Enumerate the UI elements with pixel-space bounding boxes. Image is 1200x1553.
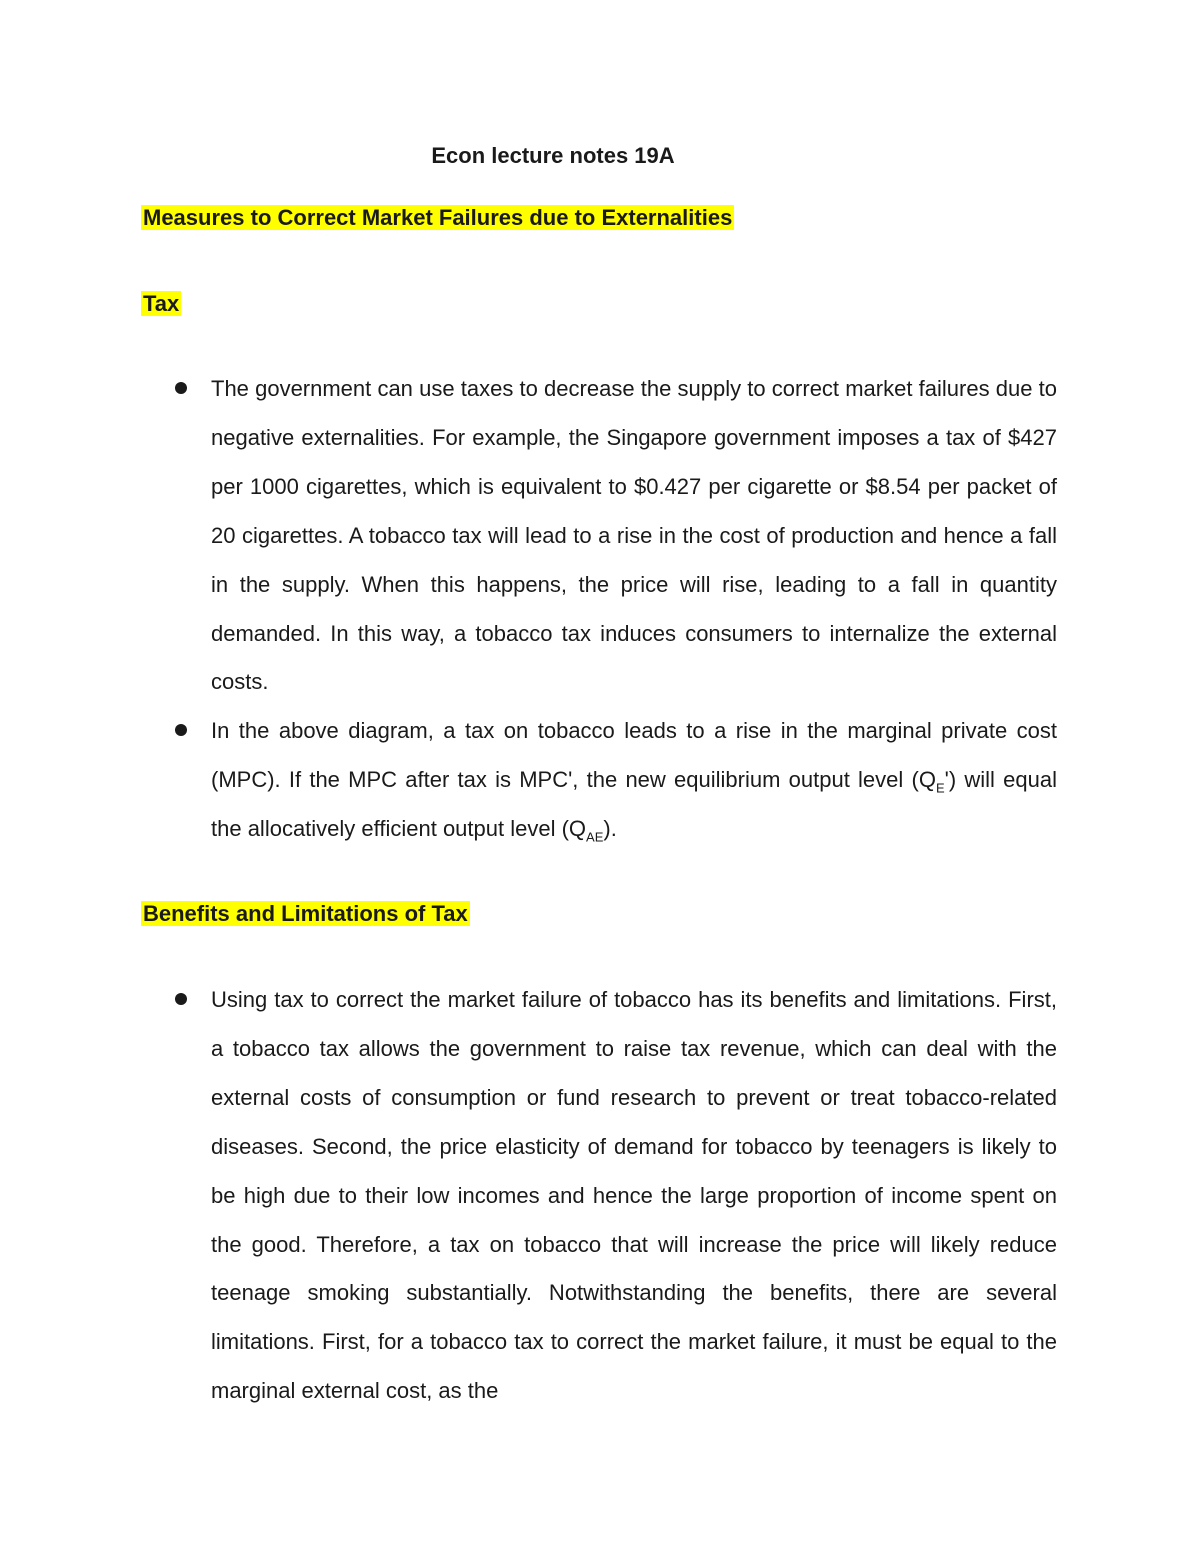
benefits-heading (141, 899, 470, 929)
list-item (211, 976, 1057, 1416)
benefits-bullet-1-text: Using tax to correct the market failure of tobacco has its benefits and limitations. First, a tobacco tax allows the government to raise tax revenue, which can deal with the external costs of consumption or fund research to prevent or treat tobacco-related diseases. Second, the price elasticity of demand for tobacco by teenagers is likely to be high due to their low incomes and hence the large proportion of income spent on the good. Therefore, a tax on tobacco that will increase the price will likely reduce teenage smoking substantially. Notwithstanding the benefits, there are several limitations. First, for a tobacco tax to correct the market failure, it must be equal to the marginal external cost, as the (211, 987, 1057, 1404)
benefits-bullet-list (211, 976, 1057, 1416)
subscript-ae: AE (586, 829, 604, 845)
bullet-icon (175, 724, 187, 736)
document-title: Econ lecture notes 19A (431, 143, 675, 168)
section-heading (141, 203, 734, 233)
tax-bullet-1-text: The government can use taxes to decrease the supply to correct market failures due to negative externalities. For example, the Singapore government imposes a tax of $427 per 1000 cigarettes, which is equivalent to $0.427 per cigarette or $8.54 per packet of 20 cigarettes. A tobacco tax will lead to a rise in the cost of production and hence a fall in the supply. When this happens, the price will rise, leading to a fall in quantity demanded. In this way, a tobacco tax induces consumers to internalize the external costs. (211, 376, 1057, 695)
subscript-e: E (935, 780, 945, 796)
tax-bullet-2-text-a: In the above diagram, a tax on tobacco leads to a rise in the marginal private cost (MPC). If the MPC after tax is MPC', the new equilibrium output level (Q (211, 718, 1057, 793)
section-heading-text: Measures to Correct Market Failures due to Externalities (143, 205, 733, 230)
bullet-icon (175, 993, 187, 1005)
list-item (211, 365, 1057, 707)
tax-bullet-2-text-b: ') will equal the allocatively efficient output level (Q (211, 767, 1057, 842)
bullet-icon (175, 382, 187, 394)
benefits-heading-text: Benefits and Limitations of Tax (143, 901, 468, 926)
tax-heading (141, 289, 181, 319)
list-item (211, 707, 1057, 854)
tax-bullet-list (211, 365, 1057, 854)
tax-bullet-2-text-c: ). (603, 816, 617, 842)
tax-heading-text: Tax (143, 291, 180, 316)
